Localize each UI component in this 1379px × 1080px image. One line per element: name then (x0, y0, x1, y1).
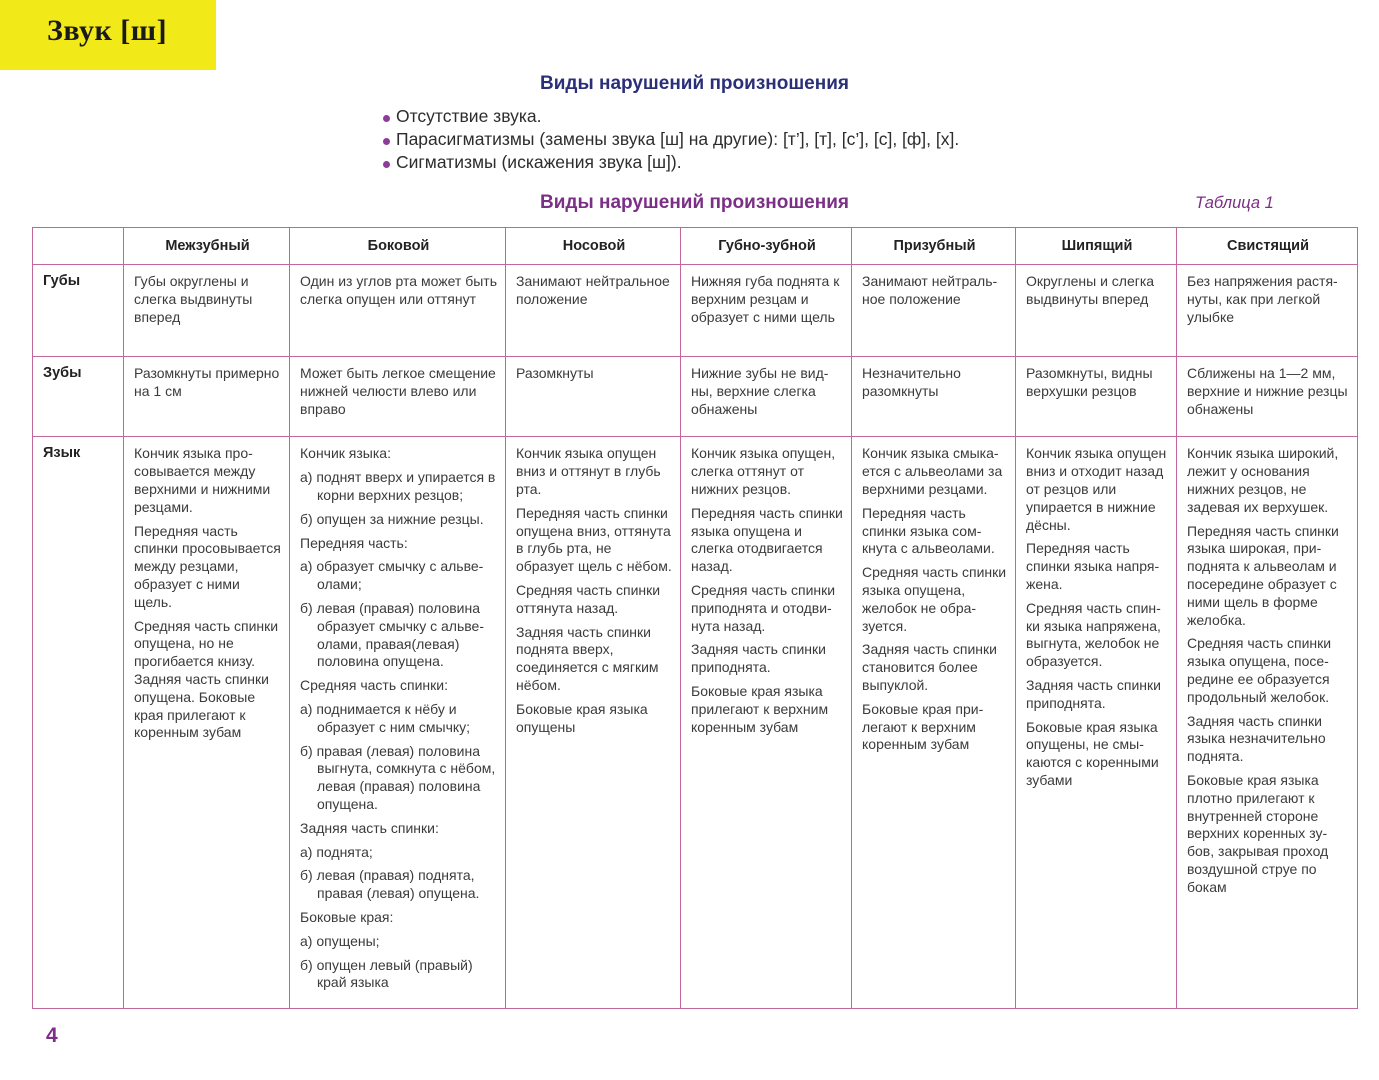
bullet-item (383, 151, 959, 174)
column-header: Боковой (290, 228, 506, 265)
bullet-text: Отсутствие звука. (396, 106, 542, 126)
cell-paragraph: б) левая (правая) половина образует смычку с альвеолами, правая(левая) половина опущена. (300, 600, 484, 670)
cell-paragraph: Средняя часть спинки приподнята и отодвинута назад. (691, 582, 836, 634)
page-number: 4 (46, 1024, 58, 1047)
cell-paragraph: Передняя часть спинки языка широкая, приподнята к альвеолам и посередине образует с ними щель в форме желобка. (1187, 522, 1339, 628)
cell-paragraph: Кончик языка смыкается с альвеолами за верхними резцами. (862, 445, 1003, 498)
column-header: Межзубный (124, 228, 290, 265)
cell-paragraph: Нижняя губа поднята к верхним резцам и образует с ними щель (691, 273, 840, 325)
bullet-text: Сигматизмы (искажения звука [ш]). (396, 152, 682, 172)
cell-paragraph: Незначительно разомкнуты (862, 365, 961, 400)
table-cell (1016, 357, 1177, 437)
table-row (33, 357, 1358, 437)
cell-paragraph: Нижние зубы не видны, верхние слегка обнажены (691, 365, 829, 417)
cell-paragraph: а) опущены; (300, 932, 380, 949)
cell-paragraph: а) образует смычку с альвеолами; (300, 558, 484, 593)
cell-paragraph: Средняя часть спинки языка опущена, желобок не образуется. (862, 564, 1007, 634)
table-cell (290, 437, 506, 1009)
cell-paragraph: Средняя часть спинки опущена, но не прогибается книзу. Задняя часть спинки опущена. Боковые края прилегают к коренным зубам (134, 617, 279, 741)
cell-paragraph: Боковые края языка прилегают к верхним коренным зубам (691, 683, 829, 735)
section-title: Виды нарушений произношения (540, 73, 849, 94)
column-header: Шипящий (1016, 228, 1177, 265)
table-cell (852, 265, 1016, 357)
row-header: Язык (33, 437, 124, 1009)
bullet-text: Парасигматизмы (замены звука [ш] на другие): [т’], [т], [с’], [с], [ф], [х]. (396, 129, 960, 149)
cell-paragraph: Средняя часть спинки языка опущена, посередине ее образуется продольный желобок. (1187, 635, 1332, 705)
table-cell (506, 265, 681, 357)
cell-paragraph: Средняя часть спинки оттянута назад. (516, 582, 661, 616)
column-header: Свистящий (1177, 228, 1358, 265)
table-cell (681, 265, 852, 357)
table-cell (124, 357, 290, 437)
column-header: Носовой (506, 228, 681, 265)
cell-paragraph: Разомкнуты (516, 365, 594, 382)
table-cell (506, 357, 681, 437)
row-header: Губы (33, 265, 124, 357)
table-row (33, 265, 1358, 357)
cell-paragraph: Передняя часть спинки языка напряжена. (1026, 540, 1160, 593)
cell-paragraph: а) поднимается к нёбу и образует с ним смычку; (300, 701, 471, 735)
table-cell (124, 437, 290, 1009)
cell-paragraph: Передняя часть спинки языка сомкнута с альвеолами. (862, 504, 995, 557)
cell-paragraph: Кончик языка опущен вниз и отходит назад от резцов или упирается в нижние дёсны. (1026, 445, 1167, 533)
cell-paragraph: б) опущен за нижние резцы. (300, 510, 484, 527)
cell-paragraph: Сближены на 1—2 мм, верхние и нижние резцы обнажены (1187, 365, 1348, 417)
cell-paragraph: Задняя часть спинки языка незначительно поднята. (1187, 712, 1326, 765)
table-cell (1177, 437, 1358, 1009)
cell-paragraph: Задняя часть спинки приподнята. (1026, 677, 1161, 711)
cell-paragraph: а) поднят вверх и упирается в корни верхних резцов; (300, 469, 496, 504)
cell-paragraph: Передняя часть: (300, 534, 408, 551)
cell-paragraph: Боковые края языка опущены (516, 700, 648, 735)
sound-tag: Звук [ш] (0, 0, 216, 70)
bullet-item (383, 105, 959, 128)
cell-paragraph: Передняя часть спинки языка опущена и слегка отодвигается назад. (691, 504, 843, 575)
table-cell (1177, 265, 1358, 357)
cell-paragraph: Боковые края прилегают к верхним коренным зубам (862, 700, 984, 753)
table-cell (124, 265, 290, 357)
table-header-row (33, 228, 1358, 265)
disorders-table (32, 227, 1358, 1009)
table-label: Таблица 1 (1195, 194, 1274, 212)
table-cell (681, 437, 852, 1009)
cell-paragraph: Боковые края языка плотно прилегают к внутренней стороне верхних коренных зубов, закрывая проход воздушной струе по бокам (1187, 771, 1329, 895)
table-cell (1177, 357, 1358, 437)
column-header: Призубный (852, 228, 1016, 265)
table-cell (852, 357, 1016, 437)
bullet-dot-icon (383, 138, 390, 145)
cell-paragraph: Занимают нейтральное положение (516, 273, 670, 307)
column-header-empty (33, 228, 124, 265)
table-cell (506, 437, 681, 1009)
cell-paragraph: Задняя часть спинки приподнята. (691, 641, 826, 676)
cell-paragraph: б) опущен левый (правый) край языка (300, 956, 473, 991)
table-title: Виды нарушений произношения (540, 192, 849, 213)
table-cell (290, 265, 506, 357)
cell-paragraph: б) левая (правая) поднята, правая (левая) опущена. (300, 867, 480, 902)
cell-paragraph: Средняя часть спинки: (300, 677, 448, 694)
table-cell (290, 357, 506, 437)
cell-paragraph: Кончик языка: (300, 445, 391, 462)
cell-paragraph: а) поднята; (300, 843, 373, 860)
cell-paragraph: Без напряжения растянуты, как при легкой улыбке (1187, 273, 1338, 325)
cell-paragraph: Кончик языка широкий, лежит у основания нижних резцов, не задевая их верхушек. (1187, 445, 1339, 515)
cell-paragraph: Губы округлены и слегка выдвинуты вперед (134, 273, 253, 325)
table-cell (1016, 265, 1177, 357)
cell-paragraph: Задняя часть спинки становится более выпуклой. (862, 641, 997, 693)
cell-paragraph: Передняя часть спинки опущена вниз, оттянута в глубь рта, не образует щель с нёбом. (516, 504, 672, 575)
table-cell (852, 437, 1016, 1009)
table-cell (681, 357, 852, 437)
table-cell (1016, 437, 1177, 1009)
cell-paragraph: Один из углов рта может быть слегка опущен или оттянут (300, 273, 497, 307)
bullet-dot-icon (383, 115, 390, 122)
row-header: Зубы (33, 357, 124, 437)
cell-paragraph: Передняя часть спинки просовывается между резцами, образует с ними щель. (134, 522, 281, 610)
cell-paragraph: Кончик языка просовывается между верхними и нижними резцами. (134, 445, 271, 515)
cell-paragraph: Задняя часть спинки: (300, 819, 439, 836)
cell-paragraph: Боковые края: (300, 908, 394, 925)
table-row (33, 437, 1358, 1009)
cell-paragraph: Округлены и слегка выдвинуты вперед (1026, 273, 1155, 307)
cell-paragraph: Кончик языка опущен вниз и оттянут в глубь рта. (516, 445, 661, 498)
cell-paragraph: б) правая (левая) половина выгнута, сомкнута с нёбом, левая (правая) половина опущена. (300, 742, 496, 812)
cell-paragraph: Может быть легкое смещение нижней челюсти влево или вправо (300, 365, 496, 417)
cell-paragraph: Средняя часть спинки языка напряжена, выгнута, желобок не образуется. (1026, 599, 1161, 670)
column-header: Губно-зубной (681, 228, 852, 265)
cell-paragraph: Разомкнуты примерно на 1 см (134, 365, 280, 400)
cell-paragraph: Задняя часть спинки поднята вверх, соединяется с мягким нёбом. (516, 623, 659, 693)
bullet-list (383, 105, 959, 174)
bullet-dot-icon (383, 161, 390, 168)
cell-paragraph: Кончик языка опущен, слегка оттянут от нижних резцов. (691, 445, 836, 498)
bullet-item (383, 128, 959, 151)
cell-paragraph: Занимают нейтральное положение (862, 273, 998, 307)
cell-paragraph: Боковые края языка опущены, не смыкаются с коренными зубами (1026, 718, 1159, 788)
cell-paragraph: Разомкнуты, видны верхушки резцов (1026, 365, 1153, 400)
